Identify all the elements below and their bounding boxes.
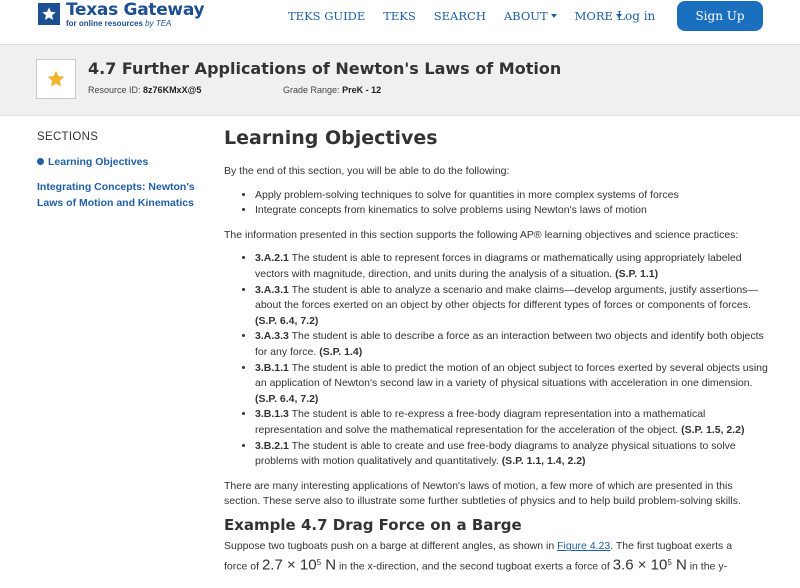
star-icon <box>46 69 66 89</box>
ap-intro-text: The information presented in this section supports the following AP® learning objectives and science practices: <box>224 228 739 241</box>
active-dot-icon <box>37 158 44 165</box>
logo-title: Texas Gateway <box>66 0 205 20</box>
list-item: • Apply problem-solving techniques to solve for quantities in more complex systems of forces <box>255 188 769 204</box>
list-item: • Integrate concepts from kinematics to solve problems using Newton's laws of motion <box>255 203 769 219</box>
list-item: • 3.B.2.1 The student is able to create and use free-body diagrams to analyze physical situations to solve problems with motion qualitatively and quantitatively. (S.P. 1.1, 1.4, 2.2) <box>255 439 769 470</box>
nav-teks[interactable]: TEKS <box>383 9 416 23</box>
top-navbar <box>0 0 800 44</box>
example-heading: Example 4.7 Drag Force on a Barge <box>224 515 522 534</box>
login-link[interactable]: Log in <box>617 9 656 23</box>
page-title: 4.7 Further Applications of Newton's Laws of Motion <box>88 59 562 78</box>
sections-heading: SECTIONS <box>37 131 99 143</box>
ap-objectives-list <box>224 251 769 469</box>
objectives-list <box>224 188 769 219</box>
list-item: • 3.B.1.1 The student is able to predict the motion of an object subject to forces exerted by several objects using an application of Newton's second law in a variety of physical situations with acceleration in one dimension. (S.P. 6.4, 7.2) <box>255 361 769 408</box>
intro-text: By the end of this section, you will be able to do the following: <box>224 165 510 177</box>
logo-star-icon <box>38 3 60 25</box>
resource-title-bar <box>0 44 800 116</box>
figure-link[interactable]: Figure 4.23 <box>557 540 611 553</box>
list-item: • 3.A.3.3 The student is able to describe a force as an interaction between two objects and identify both objects for any force. (S.P. 1.4) <box>255 329 769 360</box>
example-text: Suppose two tugboats push on a barge at different angles, as shown in Figure 4.23. The first tugboat exerts a force of $2.7 \times 10^5$ N in the x-direction, and the second tugboat exerts a force of $3.6 \times 10^5$ N in the y- <box>224 540 733 574</box>
nav-teks-guide[interactable]: TEKS GUIDE <box>288 9 366 23</box>
chevron-down-icon <box>551 14 557 18</box>
body-paragraph: There are many interesting applications of Newton's laws of motion, a few more of which are presented in this section. These serve also to illustrate some further subtleties of physics and to help build problem-solving skills. <box>224 479 741 508</box>
resource-id: Resource ID: 8z76KMxX@5 <box>88 85 202 95</box>
sign-up-button[interactable]: Sign Up <box>677 1 763 31</box>
nav-search[interactable]: SEARCH <box>433 9 486 23</box>
grade-range: Grade Range: PreK - 12 <box>283 85 382 95</box>
main-nav <box>288 9 640 23</box>
main-content <box>224 126 769 583</box>
nav-about[interactable]: ABOUT <box>504 9 557 23</box>
texas-gateway-logo[interactable] <box>38 2 204 28</box>
list-item: • 3.A.3.1 The student is able to analyze a scenario and make claims—develop arguments, justify assertions—about the forces exerted on an object by other objects for different types of forces or components of forces. (S.P. 6.4, 7.2) <box>255 283 769 330</box>
favorite-button[interactable] <box>36 59 76 99</box>
list-item: • 3.A.2.1 The student is able to represent forces in diagrams or mathematically using appropriately labeled vectors with magnitude, direction, and units during the analysis of a situation. (S.P. 1.1) <box>255 251 769 282</box>
sidebar-item-learning-objectives[interactable]: Learning Objectives <box>37 154 148 170</box>
sidebar-item-integrating-concepts[interactable]: Integrating Concepts: Newton's Laws of Motion and Kinematics <box>37 181 195 209</box>
nav-more[interactable]: MORE <box>575 9 622 23</box>
section-heading: Learning Objectives <box>224 127 438 149</box>
list-item: • 3.B.1.3 The student is able to re-express a free-body diagram representation into a mathematical representation and solve the mathematical representation for the acceleration of the object. (S.P. 1.5, 2.2) <box>255 407 769 438</box>
logo-subtitle: for online resources by TEA <box>66 19 172 28</box>
